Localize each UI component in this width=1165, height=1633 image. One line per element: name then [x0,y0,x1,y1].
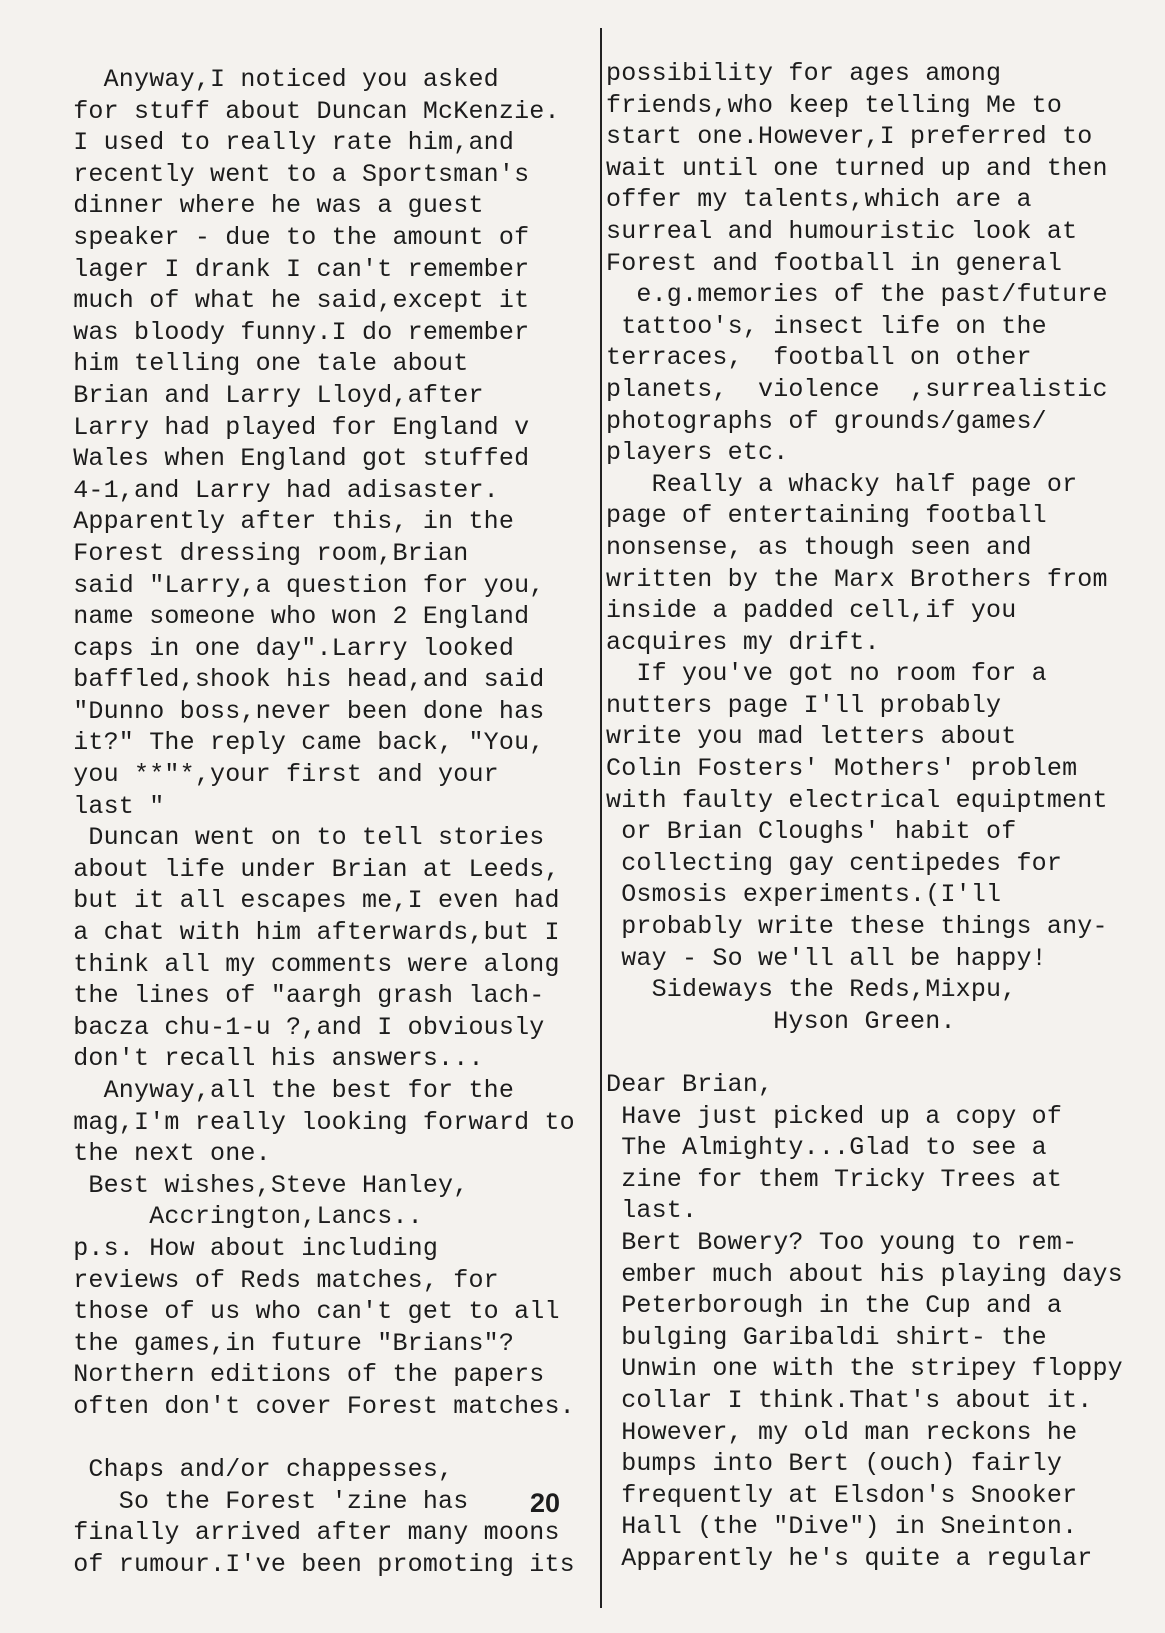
text-line: I used to really rate him,and [58,128,515,158]
text-line: collar I think.That's about it. [606,1385,1093,1415]
text-line: Apparently he's quite a regular [606,1543,1093,1573]
left-column [58,64,588,1581]
text-line: caps in one day".Larry looked [58,633,515,663]
text-line: Dear Brian, [606,1070,774,1099]
text-line: acquires my drift. [606,627,880,657]
text-line: lager I drank I can't remember [58,254,530,284]
text-line: Larry had played for England v [58,412,530,442]
text-line: finally arrived after many moons [58,1518,560,1548]
text-line: However, my old man reckons he [606,1417,1078,1447]
text-line: If you've got no room for a [606,659,1047,689]
text-line: inside a padded cell,if you [606,596,1017,626]
text-line: reviews of Reds matches, for [58,1265,499,1295]
text-line: Forest and football in general [606,248,1063,278]
text-line: way - So we'll all be happy! [606,943,1047,973]
text-line: Apparently after this, in the [58,507,515,537]
text-line: baffled,shook his head,and said [58,665,545,695]
right-column [606,58,1146,1575]
text-line [606,1037,1146,1069]
text-line: surreal and humouristic look at [606,216,1078,246]
text-line: Colin Fosters' Mothers' problem [606,754,1078,784]
text-line: Best wishes,Steve Hanley, [58,1170,469,1200]
text-line: bulging Garibaldi shirt- the [606,1322,1047,1352]
text-line: friends,who keep telling Me to [606,90,1063,120]
text-line: last " [58,791,165,821]
text-line: Wales when England got stuffed [58,444,530,474]
text-line: Bert Bowery? Too young to rem- [606,1227,1078,1257]
text-line: last. [606,1196,698,1226]
text-line: dinner where he was a guest [58,191,484,221]
text-line: the next one. [58,1139,271,1169]
text-line: page of entertaining football [606,501,1047,531]
text-line: players etc. [606,438,789,468]
text-line: Anyway,I noticed you asked [58,65,499,94]
text-line: much of what he said,except it [58,286,530,316]
text-line: Hall (the "Dive") in Sneinton. [606,1512,1078,1542]
text-line: possibility for ages among [606,59,1002,88]
text-line: Hyson Green. [606,1006,956,1036]
text-line: frequently at Elsdon's Snooker [606,1480,1078,1510]
text-line: Sideways the Reds,Mixpu, [606,975,1017,1005]
text-line: the games,in future "Brians"? [58,1328,515,1358]
text-line: collecting gay centipedes for [606,848,1063,878]
text-line: with faulty electrical equiptment [606,785,1108,815]
text-line: don't recall his answers... [58,1044,484,1074]
text-line: those of us who can't get to all [58,1297,560,1327]
text-line: said "Larry,a question for you, [58,570,545,600]
text-line: zine for them Tricky Trees at [606,1164,1063,1194]
text-line: wait until one turned up and then [606,153,1108,183]
text-line: offer my talents,which are a [606,185,1032,215]
text-line: photographs of grounds/games/ [606,406,1047,436]
text-line: start one.However,I preferred to [606,122,1093,152]
text-line: tattoo's, insect life on the [606,311,1047,341]
text-line [58,1423,588,1455]
text-line: Forest dressing room,Brian [58,538,469,568]
text-line: mag,I'm really looking forward to [58,1107,575,1137]
text-line: it?" The reply came back, "You, [58,728,545,758]
text-line: nonsense, as though seen and [606,532,1032,562]
text-line: nutters page I'll probably [606,690,1002,720]
text-line: about life under Brian at Leeds, [58,854,560,884]
text-line: Have just picked up a copy of [606,1101,1063,1131]
text-line: but it all escapes me,I even had [58,886,560,916]
text-line: e.g.memories of the past/future [606,280,1108,310]
text-line: or Brian Cloughs' habit of [606,817,1017,847]
text-line: p.s. How about including [58,1233,439,1263]
page-number: 20 [530,1488,561,1518]
text-line: Accrington,Lancs.. [58,1202,423,1232]
text-line: bacza chu-1-u ?,and I obviously [58,1012,545,1042]
text-line: The Almighty...Glad to see a [606,1133,1047,1163]
text-line: So the Forest 'zine has [58,1486,469,1516]
text-line: often don't cover Forest matches. [58,1391,575,1421]
text-line: for stuff about Duncan McKenzie. [58,96,560,126]
text-line: him telling one tale about [58,349,469,379]
text-line: name someone who won 2 England [58,602,530,632]
text-line: the lines of "aargh grash lach- [58,981,545,1011]
text-line: was bloody funny.I do remember [58,317,530,347]
text-line: bumps into Bert (ouch) fairly [606,1449,1063,1479]
text-line: Really a whacky half page or [606,469,1078,499]
text-line: Unwin one with the stripey floppy [606,1354,1123,1384]
text-line: a chat with him afterwards,but I [58,918,560,948]
text-line: terraces, football on other [606,343,1032,373]
text-line: recently went to a Sportsman's [58,159,530,189]
text-line: Anyway,all the best for the [58,1076,515,1105]
text-line: ember much about his playing days [606,1259,1123,1289]
text-line: think all my comments were along [58,949,560,979]
text-line: probably write these things any- [606,912,1108,942]
column-divider [600,28,602,1608]
text-line: Chaps and/or chappesses, [58,1455,454,1485]
text-line: 4-1,and Larry had adisaster. [58,475,499,505]
text-line: speaker - due to the amount of [58,222,530,252]
text-line: write you mad letters about [606,722,1017,752]
text-line: planets, violence ,surrealistic [606,374,1108,404]
text-line: Northern editions of the papers [58,1360,545,1390]
text-line: Brian and Larry Lloyd,after [58,380,484,410]
text-line: Peterborough in the Cup and a [606,1291,1063,1321]
text-line: written by the Marx Brothers from [606,564,1108,594]
text-line: of rumour.I've been promoting its [58,1549,575,1579]
text-line: you **"*,your first and your [58,760,499,790]
text-line: Duncan went on to tell stories [58,823,545,853]
text-line: "Dunno boss,never been done has [58,696,545,726]
text-line: Osmosis experiments.(I'll [606,880,1002,910]
